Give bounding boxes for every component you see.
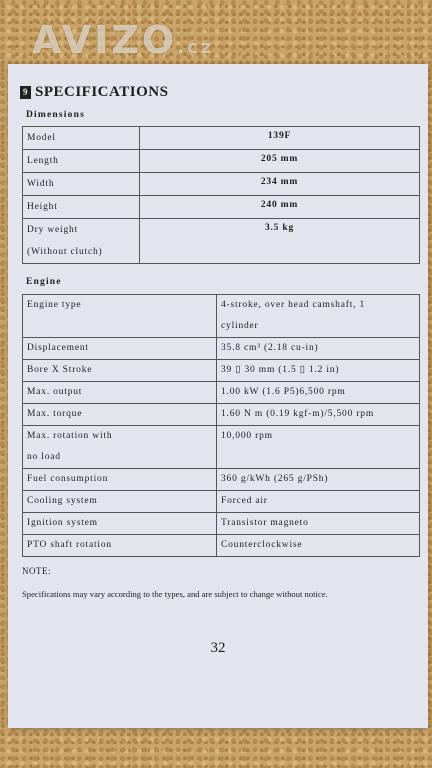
spec-value: 360 g/kWh (265 g/PSh) xyxy=(217,469,420,491)
spec-key: Fuel consumption xyxy=(23,469,217,491)
spec-key: Max. torque xyxy=(23,404,217,426)
spec-key-line2: no load xyxy=(27,452,61,462)
spec-key: Height xyxy=(23,196,140,219)
watermark-suffix: .cz xyxy=(177,37,215,58)
spec-key: Bore X Stroke xyxy=(23,360,217,382)
dimensions-table xyxy=(22,126,420,264)
spec-value: 1.00 kW (1.6 P5)6,500 rpm xyxy=(217,382,420,404)
spec-value-line2: cylinder xyxy=(221,321,259,331)
spec-key-line2: (Without clutch) xyxy=(27,247,103,257)
table-row xyxy=(23,491,420,513)
section-number-badge: 9 xyxy=(20,86,31,99)
spec-value: 39 ▯ 30 mm (1.5 ▯ 1.2 in) xyxy=(217,360,420,382)
spec-key: Cooling system xyxy=(23,491,217,513)
note-text: Specifications may vary according to the types, and are subject to change without notice. xyxy=(22,589,328,599)
spec-key: Width xyxy=(23,173,140,196)
spec-key: Displacement xyxy=(23,338,217,360)
table-row xyxy=(23,404,420,426)
spec-value: 139F xyxy=(140,127,420,150)
spec-key: Engine type xyxy=(23,295,217,338)
table-row xyxy=(23,173,420,196)
spec-key: PTO shaft rotation xyxy=(23,535,217,557)
spec-key-line1: Max. rotation with xyxy=(27,431,113,441)
table-row xyxy=(23,338,420,360)
table-row xyxy=(23,127,420,150)
engine-table xyxy=(22,294,420,557)
manual-page xyxy=(8,64,428,728)
table-row xyxy=(23,513,420,535)
page-title xyxy=(20,84,168,101)
spec-value: 1.60 N m (0.19 kgf-m)/5,500 rpm xyxy=(217,404,420,426)
spec-key xyxy=(23,426,217,469)
watermark-text: AVIZO xyxy=(32,18,178,62)
note-label: NOTE: xyxy=(22,566,51,576)
watermark xyxy=(32,18,214,62)
spec-key: Length xyxy=(23,150,140,173)
table-row xyxy=(23,150,420,173)
spec-value: 240 mm xyxy=(140,196,420,219)
spec-value: Forced air xyxy=(217,491,420,513)
spec-value: 205 mm xyxy=(140,150,420,173)
table-row xyxy=(23,469,420,491)
section-title: SPECIFICATIONS xyxy=(35,84,169,100)
spec-key-line1: Dry weight xyxy=(27,225,79,235)
table-row xyxy=(23,382,420,404)
table-row xyxy=(23,360,420,382)
spec-value xyxy=(217,295,420,338)
spec-value: 234 mm xyxy=(140,173,420,196)
spec-key: Max. output xyxy=(23,382,217,404)
table-row xyxy=(23,535,420,557)
table-row xyxy=(23,196,420,219)
spec-value: 35.8 cm³ (2.18 cu-in) xyxy=(217,338,420,360)
spec-value-line1: 4-stroke, over head camshaft, 1 xyxy=(221,300,366,310)
page-number: 32 xyxy=(210,640,226,656)
spec-value: Counterclockwise xyxy=(217,535,420,557)
spec-key xyxy=(23,219,140,264)
dimensions-label: Dimensions xyxy=(26,110,85,120)
spec-value: Transistor magneto xyxy=(217,513,420,535)
table-row xyxy=(23,219,420,264)
spec-value: 3.5 kg xyxy=(140,219,420,264)
spec-value: 10,000 rpm xyxy=(217,426,420,469)
spec-key: Model xyxy=(23,127,140,150)
table-row xyxy=(23,426,420,469)
table-row xyxy=(23,295,420,338)
spec-key: Ignition system xyxy=(23,513,217,535)
engine-label: Engine xyxy=(26,277,62,287)
